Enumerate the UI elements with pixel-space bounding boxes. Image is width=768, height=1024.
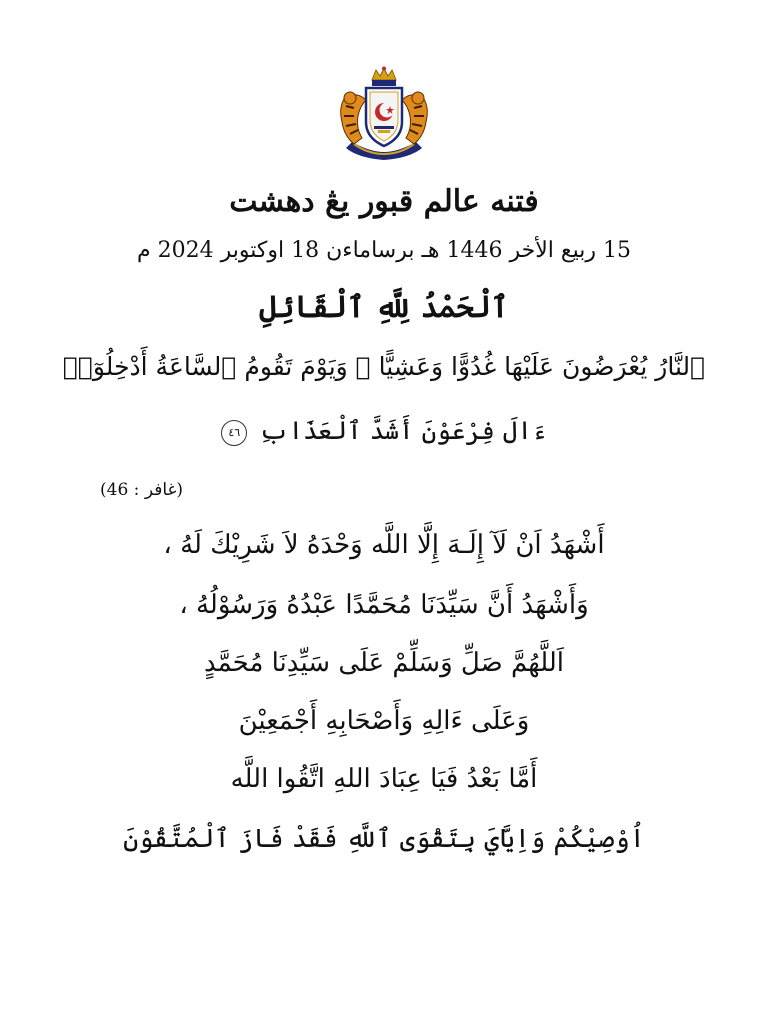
- sermon-title: فتنه عالم قبور يڠ دهشت: [229, 184, 539, 219]
- date-line: 15 ربيع الأخر 1446 هـ برساماءن 18 اوكتوبر 2024 م: [137, 238, 631, 263]
- ayah-number-marker: ٤٦: [221, 420, 247, 446]
- body-line: اُوْصِيْكُمْ وَاِيَّايَ بِتَقْوَى ٱللَّهِ فَقَدْ فَازَ ٱلْمُتَّقُوْنَ: [123, 824, 645, 854]
- body-line: أَشْهَدُ اَنْ لَآ إِلَـهَ إِلَّا اللَّه وَحْدَهُ لاَ شَرِيْكَ لَهُ ،: [163, 530, 605, 560]
- quran-verse-line-2: [40, 416, 728, 446]
- body-line: وَأَشْهَدُ أَنَّ سَيِّدَنَا مُحَمَّدًا عَبْدُهُ وَرَسُوْلُهُ ،: [179, 590, 589, 620]
- hamdalah-heading: ٱلْحَمْدُ لِلَّهِ ٱلْقَائِلِ: [259, 290, 509, 325]
- verse-reference: (غافر : 46): [100, 480, 184, 500]
- state-crest-icon: [328, 66, 440, 162]
- body-line: أَمَّا بَعْدُ فَيَا عِبَادَ اللهِ اتَّقُوا اللَّه: [230, 764, 538, 794]
- body-line: اَللَّهُمَّ صَلِّ وَسَلِّمْ عَلَى سَيِّدِنَا مُحَمَّدٍ: [203, 648, 564, 678]
- body-line: وَعَلَى ءَالِهِ وَأَصْحَابِهِ أَجْمَعِيْنَ: [238, 706, 530, 736]
- quran-verse-line-2-text: ءَالَ فِرْعَوْنَ أَشَدَّ ٱلْعَذَابِ: [259, 416, 547, 445]
- quran-verse-line-1: ٱلنَّارُ يُعْرَضُونَ عَلَيْهَا غُدُوًّا وَعَشِيًّا ۖ وَيَوْمَ تَقُومُ ٱلسَّاعَةُ أَدْخِلُوٓا۟: [62, 352, 706, 381]
